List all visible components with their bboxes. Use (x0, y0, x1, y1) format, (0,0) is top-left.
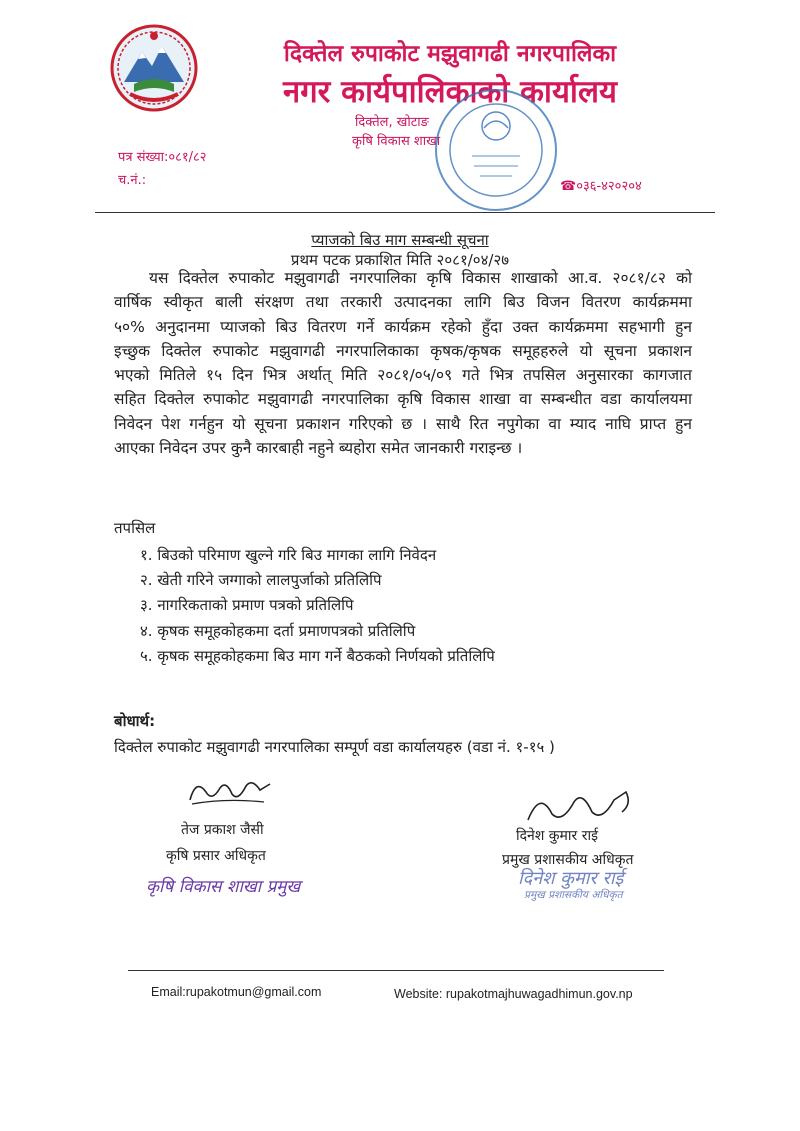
body-line: सहित दिक्तेल रुपाकोट मझुवागढी नगरपालिका कृषि विकास शाखा वा सम्बन्धीत वडा कार्यालयमा (114, 390, 692, 409)
right-signatory-name: दिनेश कुमार राई (516, 828, 598, 844)
notice-body (114, 266, 692, 460)
body-line: इच्छुक दिक्तेल रुपाकोट मझुवागढी नगरपालिकाका कृषक/कृषक समूहहरुले यो सूचना प्रकाशन (114, 341, 692, 360)
municipality-name: दिक्तेल रुपाकोट मझुवागढी नगरपालिका (283, 41, 617, 67)
body-line: ५०% अनुदानमा प्याजको बिउ वितरण गर्ने कार्यक्रम रहेको हुँदा उक्त कार्यक्रममा सहभागी हुन (114, 317, 692, 336)
phone-number: ☎०३६-४२०२०४ (560, 179, 642, 194)
tapasil-item: ४. कृषक समूहकोहकमा दर्ता प्रमाणपत्रको प्रतिलिपि (140, 622, 416, 640)
reference-number: पत्र संख्या:०८१/८२ (118, 150, 207, 165)
left-signature (186, 772, 276, 812)
body-line: निवेदन पेश गर्नहुन यो सूचना प्रकाशन गरिएको छ । साथै रित नपुगेका वा म्याद नाघि प्राप्त हुन (114, 414, 692, 433)
left-stamp: कृषि विकास शाखा प्रमुख (146, 877, 301, 897)
dispatch-number: च.नं.: (118, 173, 147, 188)
nepal-emblem-icon (108, 22, 200, 114)
tapasil-item: ५. कृषक समूहकोहकमा बिउ माग गर्ने बैठकको निर्णयको प्रतिलिपि (140, 647, 495, 665)
body-line: भएको मितिले १५ दिन भित्र अर्थात् मिति २०८१/०५/०९ गते भित्र तपसिल अनुसारका कागजात (114, 366, 692, 385)
tapasil-item: १. बिउको परिमाण खुल्ने गरि बिउ मागका लागि निवेदन (140, 546, 437, 564)
footer-email: Email:rupakotmun@gmail.com (151, 985, 322, 999)
body-line: आएका निवेदन उपर कुनै कारबाही नहुने ब्यहोरा समेत जानकारी गराइन्छ । (114, 439, 523, 458)
body-line: वार्षिक स्वीकृत बाली संरक्षण तथा तरकारी उत्पादनका लागि बिउ विजन वितरण कार्यक्रममा (114, 293, 692, 312)
footer-website: Website: rupakotmajhuwagadhimun.gov.np (394, 987, 633, 1001)
right-signature (522, 784, 652, 828)
office-name: नगर कार्यपालिकाको कार्यालय (283, 74, 617, 110)
right-stamp-title: प्रमुख प्रशासकीय अधिकृत (524, 889, 623, 901)
tapasil-item: ३. नागरिकताको प्रमाण पत्रको प्रतिलिपि (140, 596, 354, 614)
tapasil-item: २. खेती गरिने जग्गाको लालपुर्जाको प्रतिलिपि (140, 571, 382, 589)
tapasil-heading: तपसिल (114, 519, 156, 537)
section-name: कृषि विकास शाखा (352, 134, 441, 149)
left-signatory-title: कृषि प्रसार अधिकृत (166, 848, 266, 864)
publish-date: प्रथम पटक प्रकाशित मिति २०८१/०४/२७ (290, 251, 510, 269)
header-divider (95, 212, 715, 213)
right-stamp-name: दिनेश कुमार राई (518, 868, 624, 889)
body-line: यस दिक्तेल रुपाकोट मझुवागढी नगरपालिका कृषि विकास शाखाको आ.व. २०८१/८२ को (149, 269, 692, 287)
office-seal-stamp (432, 86, 560, 214)
footer-divider (128, 970, 664, 971)
cc-heading: बोधार्थ: (114, 712, 156, 730)
notice-title: प्याजको बिउ माग सम्बन्धी सूचना (311, 231, 489, 249)
cc-text: दिक्तेल रुपाकोट मझुवागढी नगरपालिका सम्पूर्ण वडा कार्यालयहरु (वडा नं. १-१५ ) (114, 738, 555, 756)
right-signatory-title: प्रमुख प्रशासकीय अधिकृत (502, 852, 634, 868)
office-address: दिक्तेल, खोटाङ (355, 115, 429, 130)
left-signatory-name: तेज प्रकाश जैसी (181, 822, 264, 838)
